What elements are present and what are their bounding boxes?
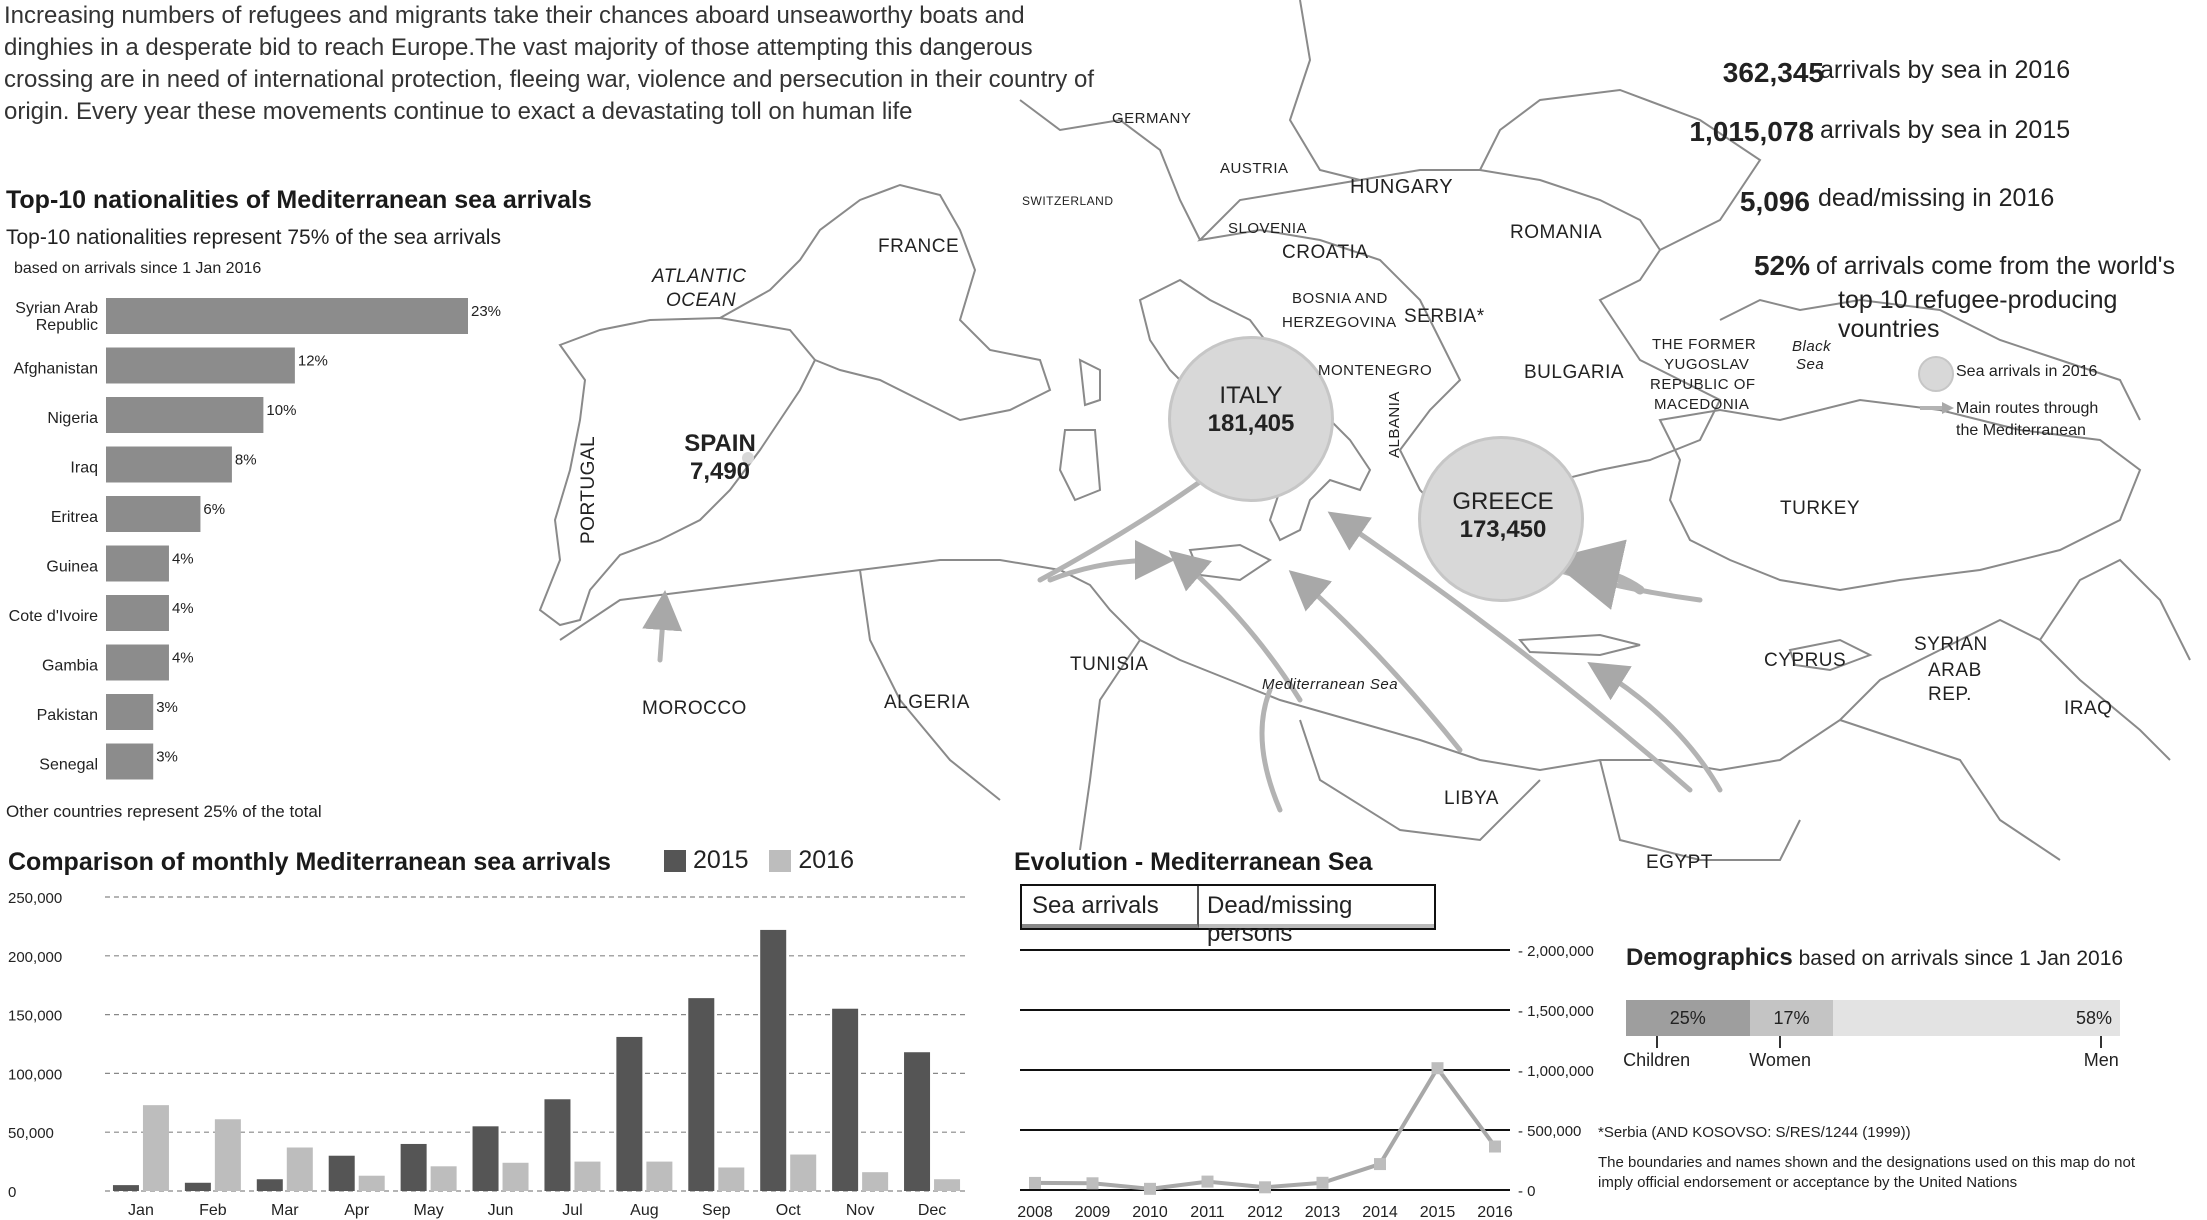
monthly-bar-2016 bbox=[718, 1167, 744, 1191]
stat-2015-text: arrivals by sea in 2015 bbox=[1820, 116, 2071, 144]
label-croatia: CROATIA bbox=[1282, 242, 1369, 263]
nat-bar-label: 4% bbox=[171, 600, 194, 617]
monthly-bar-2016 bbox=[431, 1166, 457, 1191]
monthly-bar-2016 bbox=[862, 1172, 888, 1191]
label-black-sea-1: Black bbox=[1792, 338, 1832, 355]
tab-sea-arrivals[interactable]: Sea arrivals bbox=[1022, 886, 1199, 928]
nat-category-label: Guinea bbox=[46, 558, 98, 576]
monthly-bar-2016 bbox=[574, 1162, 600, 1191]
label-med-sea: Mediterranean Sea bbox=[1262, 676, 1399, 693]
label-austria: AUSTRIA bbox=[1220, 160, 1289, 177]
demo-label-women: Women bbox=[1749, 1050, 1811, 1070]
demographics-bar bbox=[1626, 1000, 2120, 1036]
nat-category-label: Iraq bbox=[70, 459, 98, 477]
evo-ytick: - 500,000 bbox=[1518, 1123, 1582, 1140]
demographics-header bbox=[1626, 944, 2123, 972]
legend-2015-swatch bbox=[664, 850, 686, 872]
evo-ytick: - 1,000,000 bbox=[1518, 1063, 1594, 1080]
evo-point bbox=[1029, 1177, 1041, 1189]
label-algeria: ALGERIA bbox=[884, 692, 970, 713]
footnote-disclaimer-2: imply official endorsement or acceptance by the United Nations bbox=[1598, 1174, 2018, 1191]
nat-bar bbox=[106, 348, 295, 384]
nat-bar bbox=[106, 298, 468, 334]
label-slovenia: SLOVENIA bbox=[1228, 220, 1308, 237]
label-atlantic-2: OCEAN bbox=[666, 290, 737, 311]
evo-point bbox=[1144, 1183, 1156, 1195]
route-libya-italy-3 bbox=[1300, 580, 1460, 750]
demographics-labels bbox=[1623, 1036, 2120, 1076]
demo-tick bbox=[1656, 1036, 1658, 1048]
label-egypt: EGYPT bbox=[1646, 852, 1713, 873]
monthly-bar-2016 bbox=[503, 1163, 529, 1191]
monthly-ytick: 50,000 bbox=[8, 1125, 54, 1143]
stat-2016-number: 362,345 bbox=[1722, 57, 1824, 88]
nationalities-subtitle: Top-10 nationalities represent 75% of the sea arrivals bbox=[6, 226, 501, 249]
label-hungary: HUNGARY bbox=[1350, 176, 1454, 198]
label-bulgaria: BULGARIA bbox=[1524, 362, 1625, 383]
nat-bar bbox=[106, 744, 153, 780]
evo-ytick: - 1,500,000 bbox=[1518, 1003, 1594, 1020]
label-fyrom-4: MACEDONIA bbox=[1654, 396, 1750, 413]
legend-route-label-1: Main routes through bbox=[1956, 400, 2099, 417]
legend-bubble-label: Sea arrivals in 2016 bbox=[1956, 363, 2098, 380]
evo-point bbox=[1087, 1177, 1099, 1189]
monthly-bar-2016 bbox=[287, 1147, 313, 1191]
monthly-bar-2015 bbox=[329, 1156, 355, 1191]
nat-bar-label: 3% bbox=[156, 699, 178, 716]
label-atlantic-1: ATLANTIC bbox=[652, 266, 747, 287]
monthly-xtick: Jun bbox=[487, 1202, 514, 1219]
nationalities-title: Top-10 nationalities of Mediterranean sea arrivals bbox=[6, 186, 592, 214]
evo-xtick: 2015 bbox=[1419, 1204, 1456, 1220]
evolution-title: Evolution - Mediterranean Sea bbox=[1014, 848, 1373, 876]
label-syria-2: ARAB bbox=[1928, 660, 1982, 681]
nat-category-label: Senegal bbox=[39, 756, 98, 774]
monthly-ytick: 250,000 bbox=[8, 890, 63, 907]
evolution-tabs bbox=[1020, 884, 1436, 947]
legend-2016-swatch bbox=[769, 850, 791, 872]
label-tunisia: TUNISIA bbox=[1070, 654, 1149, 675]
legend-bubble-icon bbox=[1918, 356, 1954, 392]
label-cyprus: CYPRUS bbox=[1764, 650, 1847, 671]
nat-category-label: Afghanistan bbox=[13, 360, 98, 378]
label-fyrom-2: YUGOSLAV bbox=[1664, 356, 1750, 373]
nat-category-label: Syrian Arab bbox=[15, 300, 98, 317]
monthly-xtick: Oct bbox=[775, 1202, 801, 1219]
nat-bar-label: 8% bbox=[234, 451, 257, 469]
monthly-ytick: 150,000 bbox=[8, 1007, 63, 1025]
stat-2015-number: 1,015,078 bbox=[1689, 116, 1814, 147]
tab-dead-missing[interactable]: Dead/missing persons bbox=[1199, 886, 1434, 928]
monthly-ytick: 0 bbox=[8, 1184, 17, 1201]
demo-segment-women: 17% bbox=[1750, 1000, 1834, 1036]
monthly-bar-2015 bbox=[760, 930, 786, 1191]
monthly-xtick: Jul bbox=[562, 1202, 583, 1219]
monthly-xtick: Dec bbox=[917, 1202, 947, 1219]
monthly-bar-2015 bbox=[688, 998, 714, 1191]
nat-bar bbox=[106, 546, 169, 582]
monthly-bar-2016 bbox=[215, 1119, 241, 1191]
route-libya-south bbox=[1262, 690, 1280, 810]
nat-category-label: Eritrea bbox=[50, 509, 98, 526]
monthly-bar-2015 bbox=[473, 1126, 499, 1191]
evo-ytick: - 2,000,000 bbox=[1518, 943, 1594, 960]
evo-point bbox=[1432, 1062, 1444, 1074]
label-romania: ROMANIA bbox=[1510, 222, 1603, 243]
evo-xtick: 2010 bbox=[1132, 1204, 1168, 1220]
evo-xtick: 2011 bbox=[1190, 1204, 1225, 1220]
legend-route-icon bbox=[1918, 400, 1958, 416]
monthly-bar-2016 bbox=[646, 1162, 672, 1191]
monthly-bar-2015 bbox=[113, 1185, 139, 1191]
nat-bar bbox=[106, 496, 200, 532]
monthly-xtick: Nov bbox=[845, 1202, 875, 1219]
nat-category-label: Republic bbox=[35, 317, 98, 334]
monthly-bar-2016 bbox=[143, 1105, 169, 1191]
monthly-bar-2015 bbox=[401, 1144, 427, 1191]
nat-category-label: Nigeria bbox=[47, 410, 98, 427]
monthly-bar-2015 bbox=[616, 1037, 642, 1191]
demo-segment-children: 25% bbox=[1626, 1000, 1750, 1036]
monthly-ytick: 200,000 bbox=[8, 948, 63, 966]
label-fyrom-1: THE FORMER bbox=[1652, 336, 1757, 353]
label-montenegro: MONTENEGRO bbox=[1318, 362, 1433, 379]
stat-2016-text: arrivals by sea in 2016 bbox=[1820, 56, 2071, 84]
nat-category-label: Pakistan bbox=[36, 707, 98, 724]
monthly-bar-2016 bbox=[359, 1176, 385, 1191]
monthly-bar-2016 bbox=[934, 1179, 960, 1191]
nat-bar bbox=[106, 645, 169, 681]
label-syria-1: SYRIAN bbox=[1914, 634, 1988, 655]
monthly-xtick: Feb bbox=[199, 1202, 227, 1219]
label-serbia: SERBIA* bbox=[1404, 306, 1485, 327]
monthly-bar-2015 bbox=[832, 1009, 858, 1191]
evo-xtick: 2014 bbox=[1362, 1204, 1398, 1220]
monthly-bar-2015 bbox=[904, 1052, 930, 1191]
label-morocco: MOROCCO bbox=[642, 698, 747, 719]
nat-bar-label: 4% bbox=[171, 649, 194, 667]
evo-xtick: 2013 bbox=[1304, 1204, 1341, 1220]
monthly-xtick: Jan bbox=[128, 1202, 154, 1219]
nat-bar-label: 12% bbox=[297, 352, 328, 370]
demo-label-children: Children bbox=[1623, 1050, 1691, 1070]
nat-bar bbox=[106, 595, 169, 631]
label-bosnia-1: BOSNIA AND bbox=[1292, 290, 1388, 307]
demo-tick bbox=[1779, 1036, 1781, 1048]
intro-text: Increasing numbers of refugees and migrants take their chances aboard unseaworthy boats and dinghies in a desperate bid to reach Europe.The vast majority of those attempting this dangerous crossing are in need of international protection, fleeing war, violence and persecution in their country of origin. Every year these movements continue to exact a devastating toll on human life bbox=[4, 2, 1094, 125]
greece-label: GREECE 173,450 bbox=[1452, 488, 1554, 543]
nationalities-chart bbox=[0, 290, 560, 790]
monthly-xtick: Mar bbox=[271, 1202, 299, 1219]
demo-tick bbox=[2100, 1036, 2102, 1048]
label-turkey: TURKEY bbox=[1780, 498, 1861, 519]
stat-pct-number: 52% bbox=[1753, 250, 1810, 281]
nat-bar-label: 10% bbox=[266, 402, 297, 419]
footnote-serbia: *Serbia (AND KOSOVSO: S/RES/1244 (1999)) bbox=[1598, 1124, 1911, 1141]
monthly-chart bbox=[0, 880, 980, 1220]
label-libya: LIBYA bbox=[1444, 788, 1499, 809]
evo-point bbox=[1259, 1181, 1271, 1193]
monthly-xtick: Aug bbox=[630, 1202, 659, 1219]
monthly-xtick: Apr bbox=[344, 1202, 370, 1219]
spain-label: SPAIN 7,490 bbox=[684, 430, 756, 485]
label-iraq: IRAQ bbox=[2064, 698, 2113, 719]
stat-pct-text-2: top 10 refugee-producing vountries bbox=[1838, 286, 2118, 343]
evo-point bbox=[1202, 1176, 1214, 1188]
nat-category-label: Cote d'Ivoire bbox=[8, 608, 98, 625]
evo-xtick: 2012 bbox=[1247, 1204, 1283, 1220]
evo-line bbox=[1035, 1068, 1495, 1189]
evo-point bbox=[1374, 1158, 1386, 1170]
legend-route-label-2: the Mediterranean bbox=[1956, 422, 2086, 439]
nationalities-note: based on arrivals since 1 Jan 2016 bbox=[14, 260, 262, 277]
demographics-title: Demographics bbox=[1626, 944, 1793, 971]
label-portugal: PORTUGAL bbox=[578, 435, 599, 544]
evo-xtick: 2016 bbox=[1477, 1204, 1513, 1220]
demo-segment-men: 58% bbox=[1833, 1000, 2120, 1036]
monthly-xtick: May bbox=[413, 1202, 444, 1219]
evo-point bbox=[1317, 1177, 1329, 1189]
monthly-bar-2015 bbox=[185, 1183, 211, 1191]
monthly-title: Comparison of monthly Mediterranean sea arrivals bbox=[8, 848, 611, 876]
nat-category-label: Gambia bbox=[41, 657, 98, 675]
monthly-bar-2015 bbox=[544, 1099, 570, 1191]
legend-2015-label: 2015 bbox=[692, 846, 749, 874]
evolution-chart bbox=[1000, 930, 1620, 1220]
evo-xtick: 2009 bbox=[1074, 1204, 1111, 1220]
demo-label-men: Men bbox=[2083, 1050, 2119, 1070]
nat-bar-label: 3% bbox=[156, 748, 178, 766]
evo-xtick: 2008 bbox=[1017, 1204, 1053, 1220]
nat-bar-label: 23% bbox=[471, 303, 502, 320]
nat-bar bbox=[106, 447, 232, 483]
nat-bar bbox=[106, 397, 263, 433]
label-germany: GERMANY bbox=[1112, 110, 1192, 127]
monthly-bar-2016 bbox=[790, 1155, 816, 1191]
label-france: FRANCE bbox=[878, 236, 960, 257]
nat-bar bbox=[106, 694, 153, 730]
nat-bar-label: 4% bbox=[171, 550, 194, 568]
monthly-bar-2015 bbox=[257, 1179, 283, 1191]
italy-label: ITALY 181,405 bbox=[1207, 382, 1295, 437]
evo-point bbox=[1489, 1141, 1501, 1153]
route-morocco-spain bbox=[660, 605, 664, 660]
nat-bar-label: 6% bbox=[203, 501, 226, 518]
legend-2016-label: 2016 bbox=[798, 846, 854, 874]
evo-ytick: - 0 bbox=[1518, 1183, 1536, 1200]
label-albania: ALBANIA bbox=[1386, 391, 1403, 458]
label-bosnia-2: HERZEGOVINA bbox=[1282, 314, 1397, 331]
label-syria-3: REP. bbox=[1928, 684, 1972, 705]
stat-dead-text: dead/missing in 2016 bbox=[1818, 184, 2055, 212]
demographics-note: based on arrivals since 1 Jan 2016 bbox=[1798, 947, 2124, 970]
nationalities-footer: Other countries represent 25% of the total bbox=[6, 802, 322, 821]
label-switzerland: SWITZERLAND bbox=[1022, 194, 1114, 208]
stat-dead-number: 5,096 bbox=[1739, 186, 1810, 217]
monthly-ytick: 100,000 bbox=[8, 1066, 63, 1084]
footnote-disclaimer-1: The boundaries and names shown and the designations used on this map do not bbox=[1598, 1154, 2136, 1171]
label-fyrom-3: REPUBLIC OF bbox=[1650, 376, 1756, 393]
monthly-xtick: Sep bbox=[702, 1202, 731, 1219]
label-black-sea-2: Sea bbox=[1796, 356, 1825, 373]
monthly-legend bbox=[664, 846, 854, 875]
stat-pct-text: of arrivals come from the world's bbox=[1816, 252, 2176, 280]
